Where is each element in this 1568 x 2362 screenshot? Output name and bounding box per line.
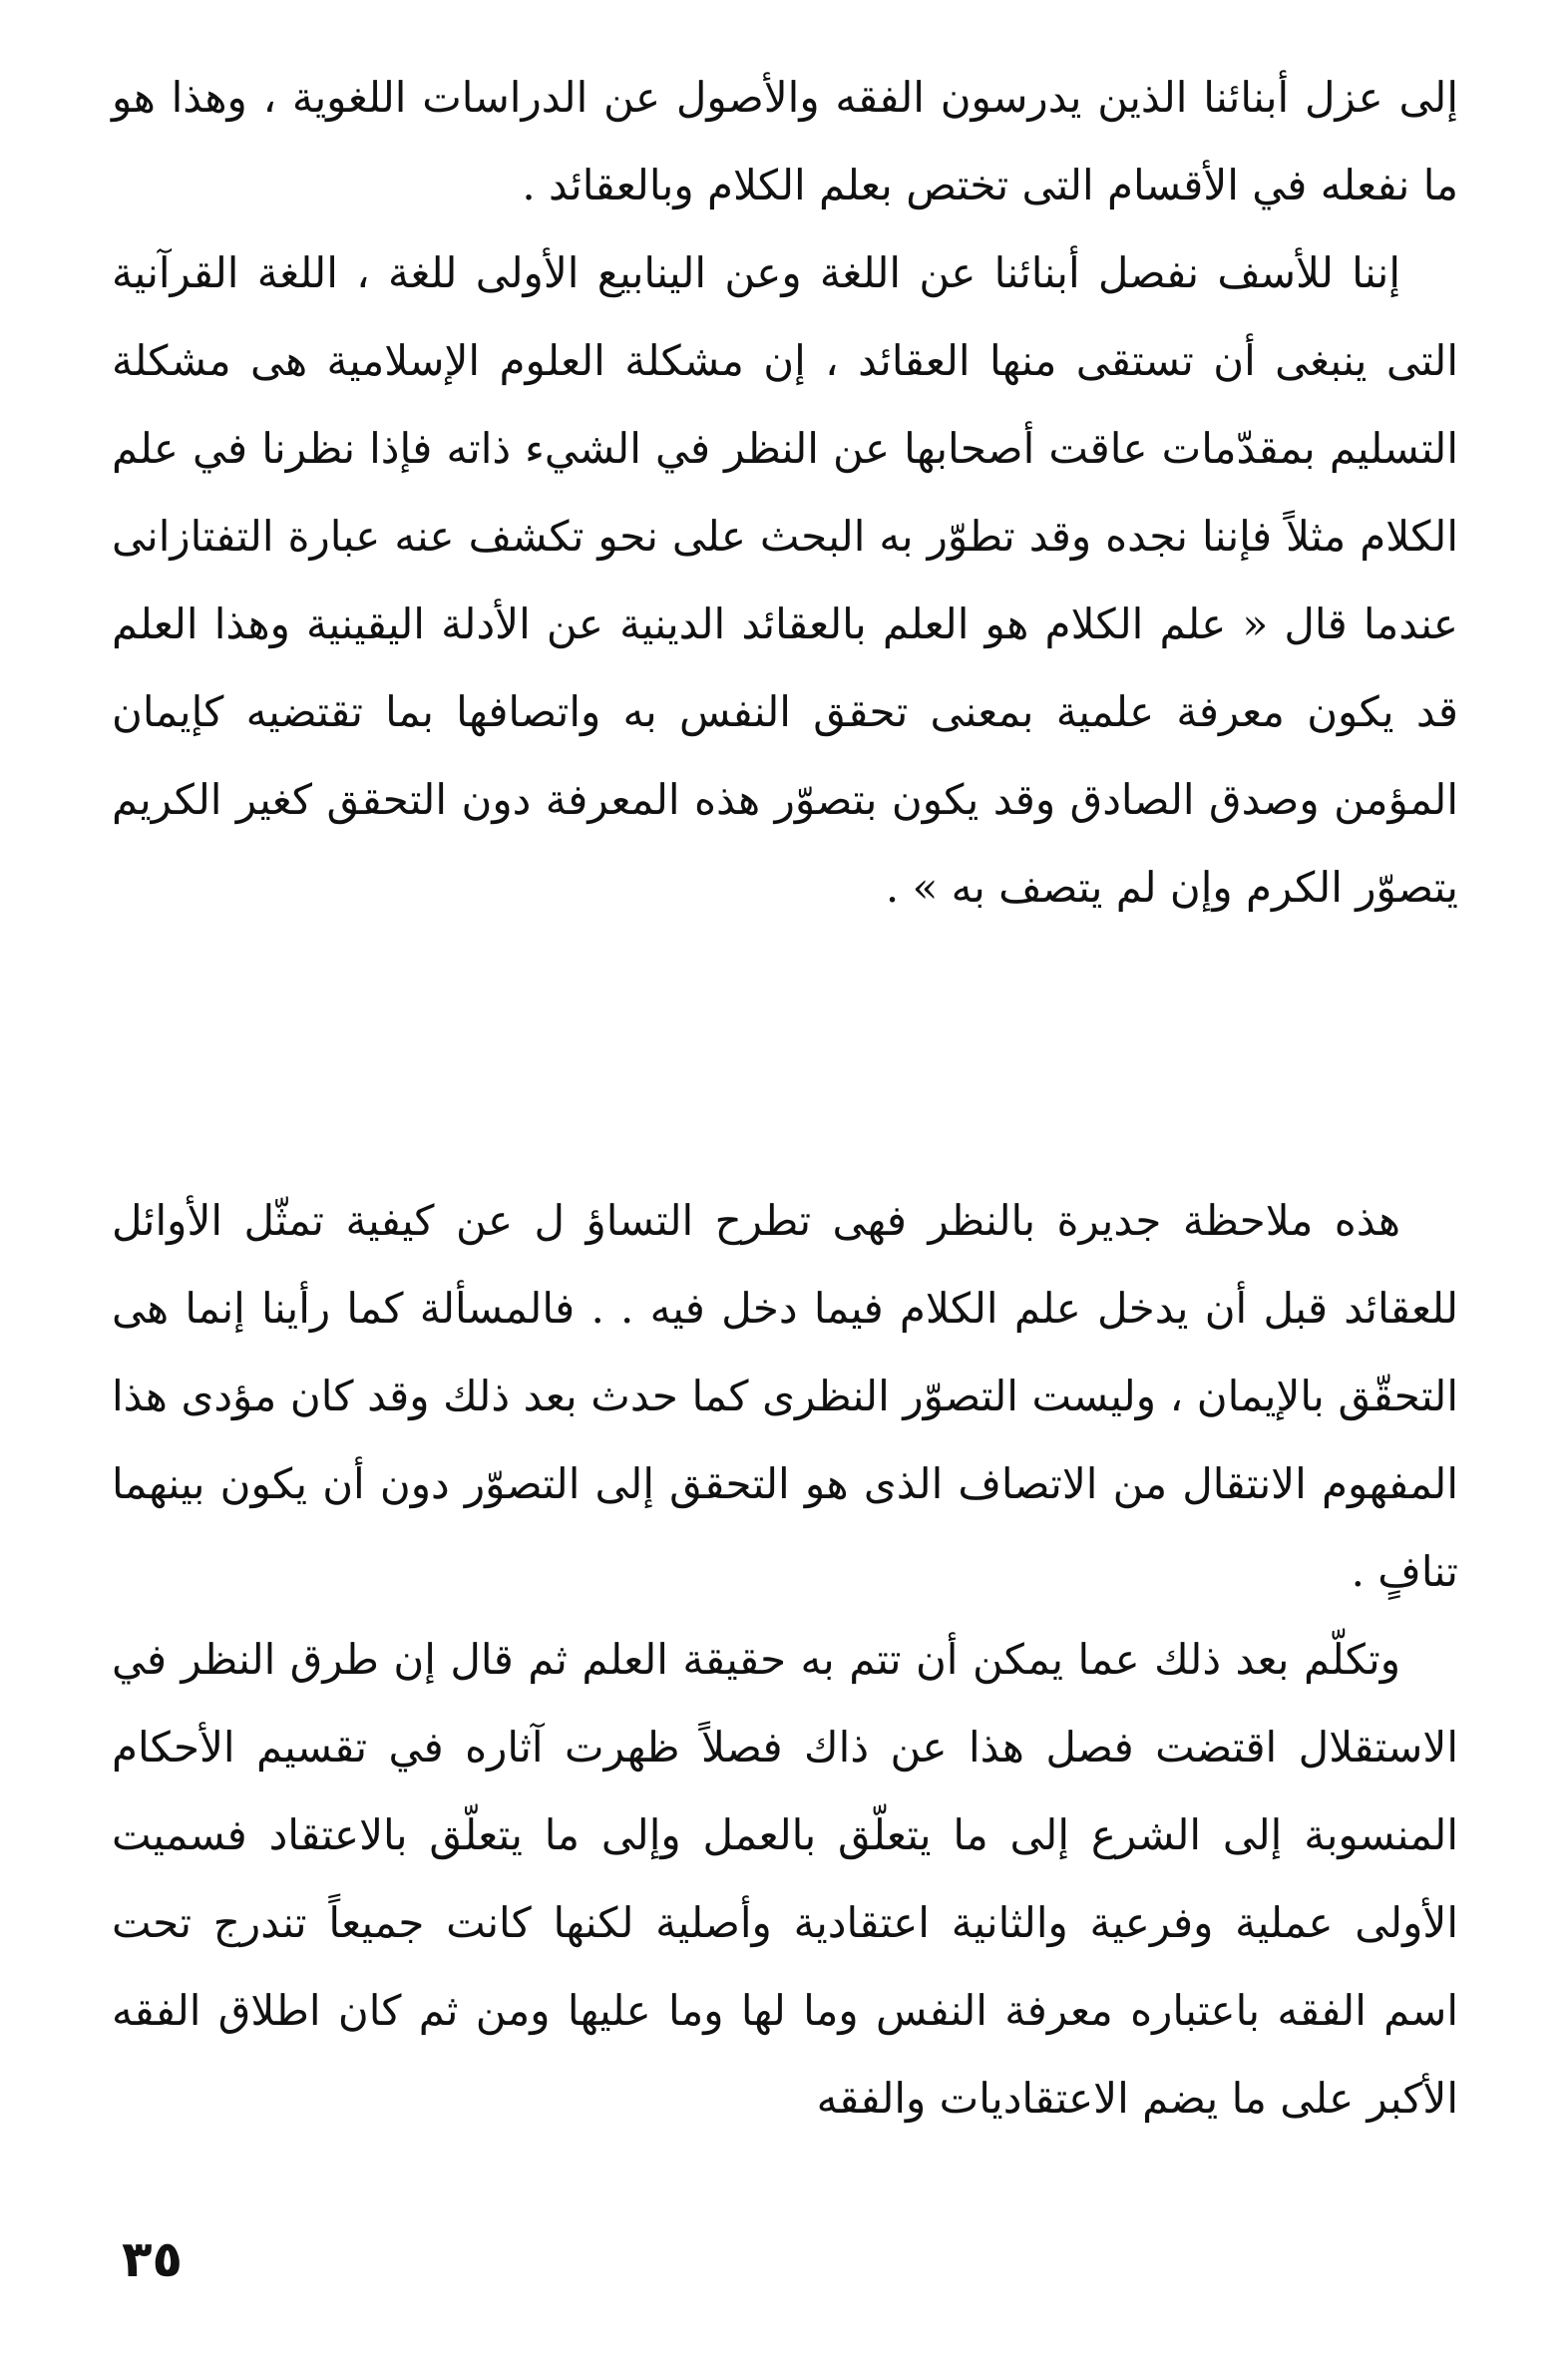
- page-number: ٣٥: [122, 2230, 184, 2288]
- paragraph-2: إننا للأسف نفصل أبنائنا عن اللغة وعن الينابيع الأولى للغة ، اللغة القرآنية التى ينبغى أن تستقى منها العقائد ، إن مشكلة العلوم الإسلامية هى مشكلة التسليم بمقدّمات عاقت أصحابها عن النظر في الشيء ذاته فإذا نظرنا في علم الكلام مثلاً فإننا نجده وقد تطوّر به البحث على نحو تكشف عنه عبارة التفتازانى عندما قال « علم الكلام هو العلم بالعقائد الدينية عن الأدلة اليقينية وهذا العلم قد يكون معرفة علمية بمعنى تحقق النفس به واتصافها بما تقتضيه كإيمان المؤمن وصدق الصادق وقد يكون بتصوّر هذه المعرفة دون التحقق كغير الكريم يتصوّر الكرم وإن لم يتصف به » .: [112, 248, 1458, 912]
- paragraph-4: وتكلّم بعد ذلك عما يمكن أن تتم به حقيقة العلم ثم قال إن طرق النظر في الاستقلال اقتضت فصل هذا عن ذاك فصلاً ظهرت آثاره في تقسيم الأحكام المنسوبة إلى الشرع إلى ما يتعلّق بالعمل وإلى ما يتعلّق بالاعتقاد فسميت الأولى عملية وفرعية والثانية اعتقادية وأصلية لكنها كانت جميعاً تندرج تحت اسم الفقه باعتباره معرفة النفس وما لها وما عليها ومن ثم كان اطلاق الفقه الأكبر على ما يضم الاعتقاديات والفقه: [112, 1635, 1458, 2123]
- text-block-bottom: [112, 1177, 1458, 2143]
- paragraph-3: هذه ملاحظة جديرة بالنظر فهى تطرح التساؤ ل عن كيفية تمثّل الأوائل للعقائد قبل أن يدخل علم الكلام فيما دخل فيه . . فالمسألة كما رأينا إنما هى التحقّق بالإيمان ، وليست التصوّر النظرى كما حدث بعد ذلك وقد كان مؤدى هذا المفهوم الانتقال من الاتصاف الذى هو التحقق إلى التصوّر دون أن يكون بينهما تنافٍ .: [112, 1196, 1458, 1596]
- text-block-top: [112, 54, 1458, 932]
- paragraph-1: إلى عزل أبنائنا الذين يدرسون الفقه والأصول عن الدراسات اللغوية ، وهذا هو ما نفعله في الأقسام التى تختص بعلم الكلام وبالعقائد .: [112, 73, 1458, 209]
